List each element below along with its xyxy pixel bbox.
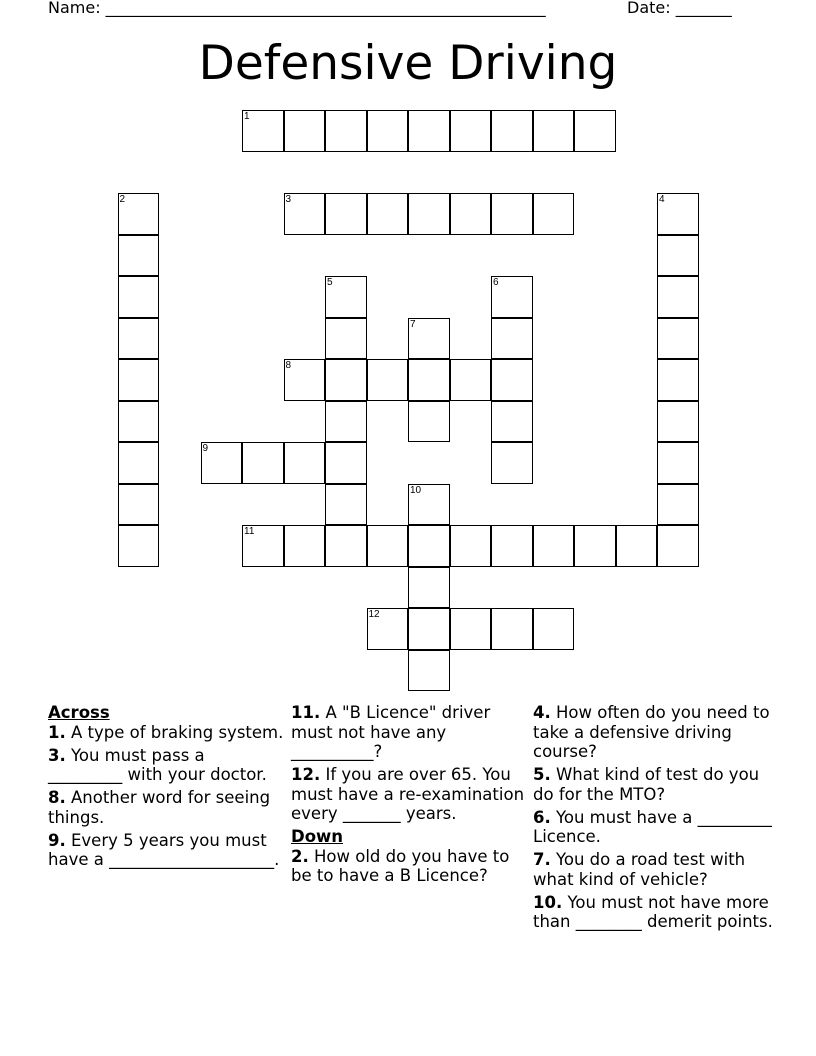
- grid-cell[interactable]: [408, 401, 450, 443]
- grid-cell[interactable]: [284, 359, 326, 401]
- clue-across-12: [291, 765, 531, 824]
- grid-cell[interactable]: [450, 525, 492, 567]
- grid-cell[interactable]: [657, 401, 699, 443]
- grid-cell[interactable]: [242, 442, 284, 484]
- grid-cell[interactable]: [284, 442, 326, 484]
- grid-cell[interactable]: [616, 525, 658, 567]
- grid-cell[interactable]: [408, 318, 450, 360]
- grid-cell[interactable]: [657, 193, 699, 235]
- clue-across-9: [48, 831, 284, 870]
- grid-cell[interactable]: [574, 525, 616, 567]
- grid-cell[interactable]: [118, 442, 160, 484]
- clue-text: A "B Licence" driver must not have any __________?: [291, 703, 491, 761]
- clue-number: 10.: [533, 892, 563, 912]
- clue-number: 8.: [48, 788, 66, 807]
- clue-down-5: [533, 765, 773, 804]
- grid-cell[interactable]: [491, 442, 533, 484]
- grid-cell[interactable]: [284, 110, 326, 152]
- cell-number: 10: [410, 484, 422, 496]
- cell-number: 7: [410, 318, 416, 330]
- cell-number: 4: [659, 194, 665, 205]
- grid-cell[interactable]: [118, 276, 160, 318]
- clue-text: How old do you have to be to have a B Licence?: [291, 846, 510, 885]
- across-clues-list: [48, 723, 284, 870]
- grid-cell[interactable]: [325, 442, 367, 484]
- date-field-label[interactable]: Date: _______: [627, 0, 732, 17]
- grid-cell[interactable]: [533, 193, 575, 235]
- grid-cell[interactable]: [325, 110, 367, 152]
- grid-cell[interactable]: [325, 276, 367, 318]
- grid-cell[interactable]: [491, 359, 533, 401]
- grid-cell[interactable]: [533, 525, 575, 567]
- grid-cell[interactable]: [491, 608, 533, 650]
- grid-cell[interactable]: [657, 235, 699, 277]
- clue-down-4: [533, 703, 773, 762]
- cell-number: 1: [244, 111, 250, 122]
- grid-cell[interactable]: [325, 484, 367, 526]
- clue-number: 3.: [48, 745, 66, 765]
- clue-number: 12.: [291, 765, 321, 784]
- clue-text: You must have a _________ Licence.: [533, 807, 772, 846]
- puzzle-title: Defensive Driving: [198, 36, 618, 91]
- grid-cell[interactable]: [408, 525, 450, 567]
- clue-across-3: [48, 746, 284, 785]
- clue-number: 4.: [533, 703, 551, 722]
- cell-number: 6: [493, 277, 499, 288]
- grid-cell[interactable]: [450, 608, 492, 650]
- clues-column-2: [291, 703, 531, 889]
- grid-cell[interactable]: [367, 193, 409, 235]
- grid-cell[interactable]: [657, 484, 699, 526]
- cell-number: 9: [202, 443, 209, 454]
- grid-cell[interactable]: [118, 484, 160, 526]
- grid-cell[interactable]: [408, 484, 450, 526]
- grid-cell[interactable]: [657, 442, 699, 484]
- grid-cell[interactable]: [450, 193, 492, 235]
- grid-cell[interactable]: [574, 110, 616, 152]
- grid-cell[interactable]: [201, 442, 243, 484]
- grid-cell[interactable]: [491, 318, 533, 360]
- grid-cell[interactable]: [450, 359, 492, 401]
- clue-text: You must pass a _________ with your doctor.: [48, 745, 267, 784]
- name-field-label[interactable]: Name: _______________________________________________________: [48, 0, 546, 17]
- clue-text: Another word for seeing things.: [48, 788, 271, 827]
- grid-cell[interactable]: [325, 193, 367, 235]
- clue-number: 1.: [48, 722, 66, 742]
- grid-cell[interactable]: [657, 276, 699, 318]
- grid-cell[interactable]: [118, 359, 160, 401]
- grid-cell[interactable]: [491, 276, 533, 318]
- grid-cell[interactable]: [657, 525, 699, 567]
- grid-cell[interactable]: [408, 110, 450, 152]
- grid-cell[interactable]: [325, 359, 367, 401]
- grid-cell[interactable]: [491, 525, 533, 567]
- grid-cell[interactable]: [325, 401, 367, 443]
- across-heading: Across: [48, 703, 110, 722]
- clue-text: How often do you need to take a defensive driving course?: [533, 703, 770, 761]
- grid-cell[interactable]: [284, 193, 326, 235]
- clue-down-6: [533, 808, 773, 847]
- grid-cell[interactable]: [408, 359, 450, 401]
- grid-cell[interactable]: [325, 318, 367, 360]
- clue-text: You do a road test with what kind of vehicle?: [533, 850, 746, 889]
- cell-number: 5: [327, 277, 333, 288]
- grid-cell[interactable]: [408, 567, 450, 609]
- grid-cell[interactable]: [118, 193, 160, 235]
- grid-cell[interactable]: [491, 401, 533, 443]
- down-heading: Down: [291, 827, 344, 846]
- grid-cell[interactable]: [118, 401, 160, 443]
- grid-cell[interactable]: [657, 318, 699, 360]
- clue-number: 7.: [533, 850, 551, 869]
- clue-text: If you are over 65. You must have a re-examination every _______ years.: [291, 765, 525, 823]
- grid-cell[interactable]: [242, 110, 284, 152]
- grid-cell[interactable]: [533, 608, 575, 650]
- grid-cell[interactable]: [408, 608, 450, 650]
- grid-cell[interactable]: [533, 110, 575, 152]
- clue-down-10: [533, 893, 773, 932]
- clue-across-11: [291, 703, 531, 762]
- cell-number: 11: [244, 526, 255, 537]
- clue-number: 9.: [48, 830, 66, 850]
- clue-number: 11.: [291, 703, 321, 722]
- grid-cell[interactable]: [657, 359, 699, 401]
- clues-column-1: [48, 703, 284, 873]
- clue-down-2: [291, 847, 531, 886]
- clue-number: 2.: [291, 846, 309, 866]
- clue-number: 6.: [533, 807, 551, 827]
- clue-number: 5.: [533, 765, 551, 784]
- grid-cell[interactable]: [491, 110, 533, 152]
- clue-text: Every 5 years you must have a ____________________.: [48, 830, 280, 869]
- grid-cell[interactable]: [367, 110, 409, 152]
- clue-across-8: [48, 788, 284, 827]
- grid-cell[interactable]: [118, 235, 160, 277]
- grid-cell[interactable]: [367, 608, 409, 650]
- clue-across-1: [48, 723, 284, 743]
- grid-cell[interactable]: [118, 318, 160, 360]
- grid-cell[interactable]: [367, 359, 409, 401]
- clue-text: A type of braking system.: [65, 722, 284, 742]
- grid-cell[interactable]: [450, 110, 492, 152]
- clues-column-3: [533, 703, 773, 935]
- grid-cell[interactable]: [408, 650, 450, 692]
- cell-number: 8: [285, 360, 292, 371]
- cell-number: 12: [368, 609, 380, 620]
- cell-number: 2: [119, 194, 126, 205]
- clue-down-7: [533, 850, 773, 889]
- grid-cell[interactable]: [284, 525, 326, 567]
- clue-text: You must not have more than ________ demerit points.: [533, 892, 773, 931]
- grid-cell[interactable]: [491, 193, 533, 235]
- grid-cell[interactable]: [118, 525, 160, 567]
- grid-cell[interactable]: [408, 193, 450, 235]
- cell-number: 3: [285, 194, 292, 205]
- clue-text: What kind of test do you do for the MTO?: [533, 765, 760, 804]
- grid-cell[interactable]: [367, 525, 409, 567]
- grid-cell[interactable]: [242, 525, 284, 567]
- grid-cell[interactable]: [325, 525, 367, 567]
